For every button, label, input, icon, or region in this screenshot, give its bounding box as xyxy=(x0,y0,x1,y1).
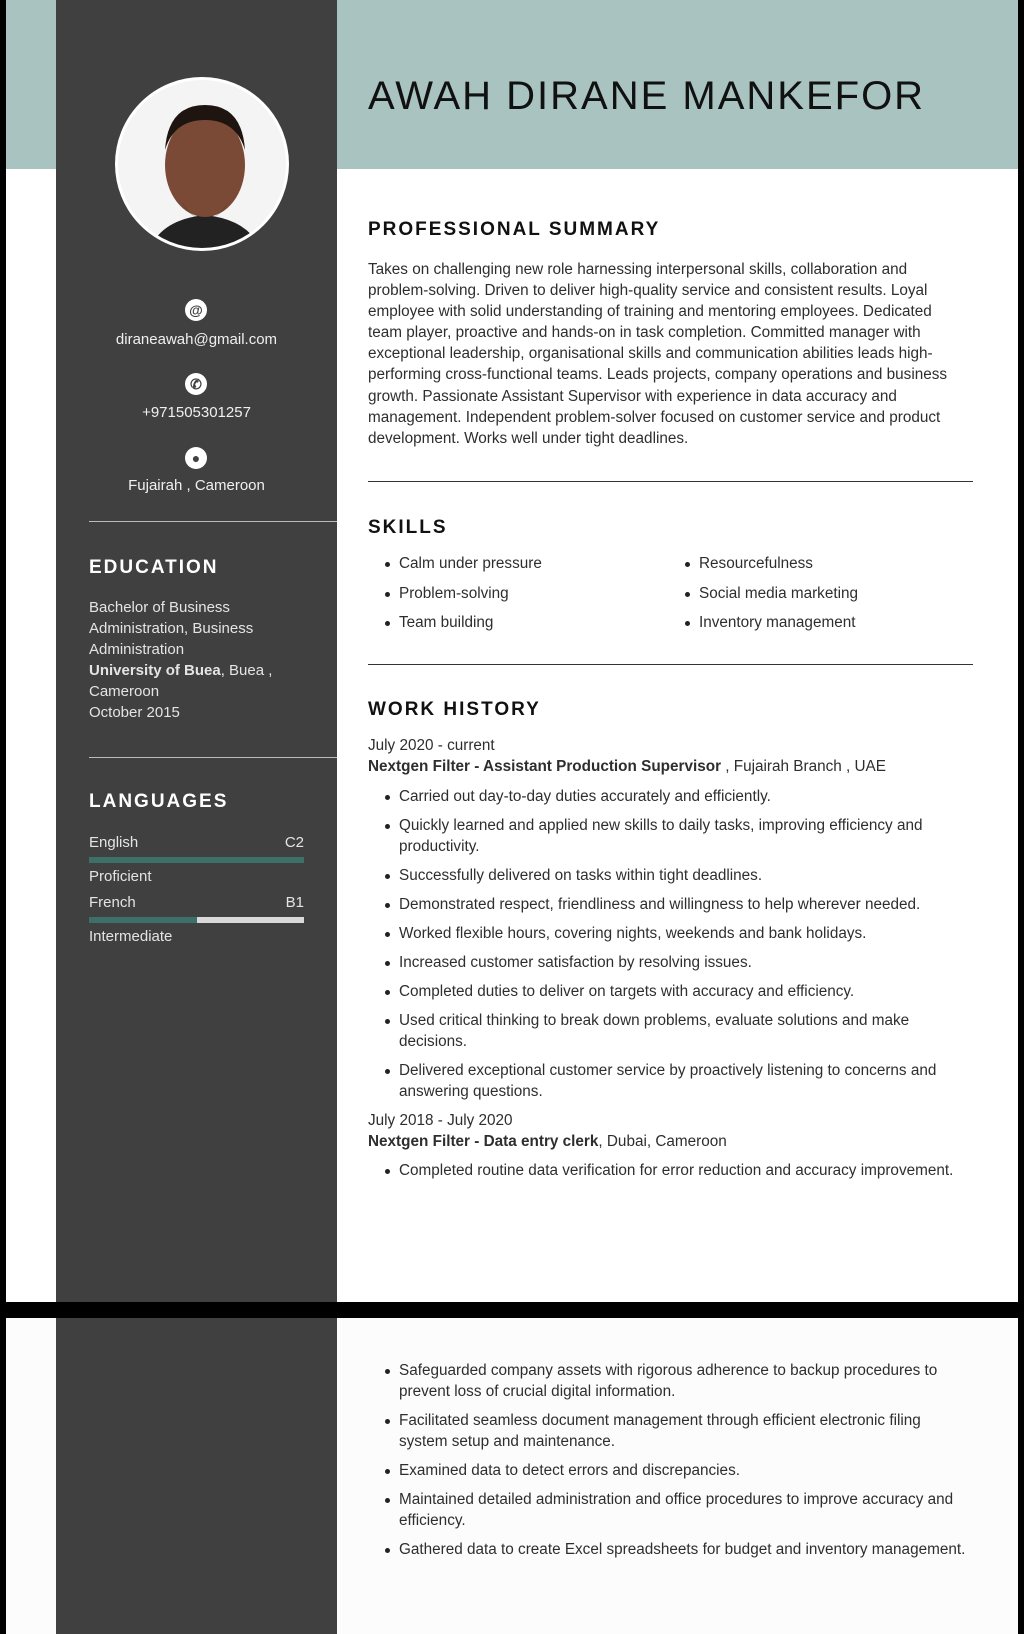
job-bullet: Gathered data to create Excel spreadsheets for budget and inventory management. xyxy=(368,1539,968,1560)
divider xyxy=(89,521,337,522)
main-content-continued xyxy=(368,1360,968,1568)
job-bullet: Completed routine data verification for error reduction and accuracy improvement. xyxy=(368,1160,958,1181)
language-level: B1 xyxy=(285,894,304,911)
language-bar xyxy=(89,857,304,863)
job-bullet: Maintained detailed administration and office procedures to improve accuracy and efficiency. xyxy=(368,1489,968,1531)
candidate-name: AWAH DIRANE MANKEFOR xyxy=(368,74,926,118)
language-desc: Intermediate xyxy=(89,928,173,945)
job-title: Nextgen Filter - Data entry clerk xyxy=(368,1132,599,1150)
job-dates: July 2020 - current xyxy=(368,737,495,755)
language-name: English xyxy=(89,834,139,851)
job-bullets xyxy=(368,786,958,1102)
divider xyxy=(368,481,973,483)
job-dates: July 2018 - July 2020 xyxy=(368,1111,513,1129)
work-heading: WORK HISTORY xyxy=(368,699,541,721)
job-location: , Fujairah Branch , UAE xyxy=(721,758,886,776)
job-title: Nextgen Filter - Assistant Production Supervisor xyxy=(368,758,722,776)
job-bullet: Facilitated seamless document management through efficient electronic filing system setup and maintenance. xyxy=(368,1410,968,1452)
job-bullet: Completed duties to deliver on targets with accuracy and efficiency. xyxy=(368,981,958,1002)
job-bullet: Carried out day-to-day duties accurately and efficiently. xyxy=(368,786,958,807)
skill-item: Problem-solving xyxy=(368,583,668,604)
job-bullet: Demonstrated respect, friendliness and willingness to help wherever needed. xyxy=(368,894,958,915)
phone-icon: ✆ xyxy=(185,373,207,395)
sidebar xyxy=(56,1318,337,1634)
education-date: October 2015 xyxy=(89,704,180,721)
divider xyxy=(89,757,337,758)
languages-list xyxy=(89,834,304,945)
language-french xyxy=(89,894,304,945)
job-bullet: Examined data to detect errors and discrepancies. xyxy=(368,1460,968,1481)
job-bullet: Safeguarded company assets with rigorous adherence to backup procedures to prevent loss of crucial digital information. xyxy=(368,1360,968,1402)
school: University of Buea xyxy=(89,662,221,679)
job-location: , Dubai, Cameroon xyxy=(598,1132,727,1150)
summary-text: Takes on challenging new role harnessing interpersonal skills, collaboration and problem-solving. Driven to deliver high-quality service and consistent results. Loyal employee with solid understanding of training and mentoring employees. Dedicated team player, proactive and hands-on in task completion. Committed manager with exceptional leadership, organisational skills and communication abilities leads high-performing cross-functional teams. Leads projects, company operations and business growth. Passionate Assistant Supervisor with experience in data accuracy and management. Independent problem-solver focused on customer service and product development. Works well under tight deadlines. xyxy=(368,261,948,447)
language-desc: Proficient xyxy=(89,868,152,885)
sidebar xyxy=(56,0,337,1302)
job-bullet: Worked flexible hours, covering nights, weekends and bank holidays. xyxy=(368,923,958,944)
divider xyxy=(368,664,973,666)
job-bullet: Quickly learned and applied new skills to daily tasks, improving efficiency and productivity. xyxy=(368,815,958,857)
email-icon: @ xyxy=(185,299,207,321)
skills-list xyxy=(368,553,973,642)
skill-item: Social media marketing xyxy=(668,583,968,604)
skill-item: Resourcefulness xyxy=(668,553,968,574)
main-content xyxy=(368,219,973,1189)
skill-item: Inventory management xyxy=(668,612,968,633)
location-text: Fujairah , Cameroon xyxy=(128,477,265,494)
language-english xyxy=(89,834,304,885)
language-name: French xyxy=(89,894,136,911)
language-level: C2 xyxy=(284,834,304,851)
job-title-line xyxy=(368,756,973,777)
language-bar xyxy=(89,917,304,923)
skill-item: Calm under pressure xyxy=(368,553,668,574)
skill-item: Team building xyxy=(368,612,668,633)
resume-page-1 xyxy=(6,0,1018,1302)
job-bullet: Increased customer satisfaction by resolving issues. xyxy=(368,952,958,973)
skills-heading: SKILLS xyxy=(368,517,448,539)
location-pin-icon: ● xyxy=(185,447,207,469)
resume-page-2 xyxy=(6,1318,1018,1634)
job-bullet: Used critical thinking to break down problems, evaluate solutions and make decisions. xyxy=(368,1010,958,1052)
job-title-line xyxy=(368,1131,973,1152)
phone-text: +971505301257 xyxy=(142,404,251,421)
job-bullet: Delivered exceptional customer service by proactively listening to concerns and answering questions. xyxy=(368,1060,958,1102)
school-location: , Buea , Cameroon xyxy=(89,662,273,700)
degree: Bachelor of Business Administration, Business Administration xyxy=(89,599,254,658)
language-bar-fill xyxy=(89,917,197,923)
profile-photo xyxy=(115,77,289,251)
email-text[interactable]: diraneawah@gmail.com xyxy=(115,331,278,348)
education-heading: EDUCATION xyxy=(89,557,219,578)
job-bullets xyxy=(368,1160,958,1181)
language-bar-fill xyxy=(89,857,304,863)
summary-heading: PROFESSIONAL SUMMARY xyxy=(368,219,661,240)
job-bullet: Successfully delivered on tasks within tight deadlines. xyxy=(368,865,958,886)
job-bullets xyxy=(368,1360,968,1560)
languages-heading: LANGUAGES xyxy=(89,791,229,812)
education-entry xyxy=(89,597,294,723)
